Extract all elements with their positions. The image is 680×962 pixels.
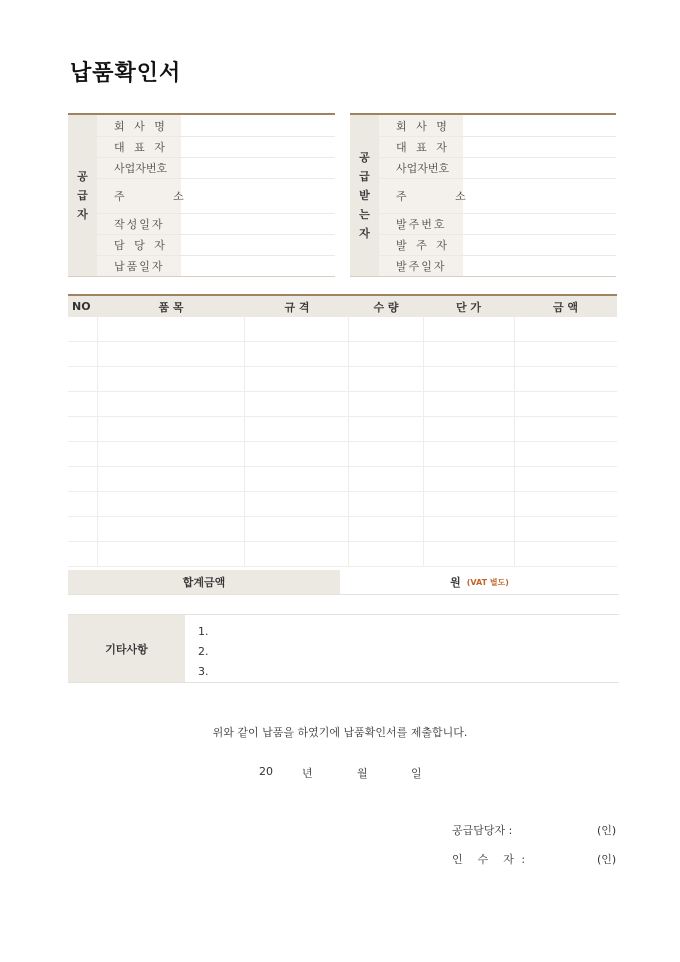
supplier-manager-signature-label: 공급담당자 :	[452, 824, 513, 837]
receiver-row-company: 회 사 명	[379, 115, 616, 137]
table-cell[interactable]	[515, 417, 617, 441]
total-unit: 원	[450, 576, 461, 589]
table-cell[interactable]	[349, 367, 423, 391]
table-row	[68, 467, 617, 492]
table-cell[interactable]	[98, 317, 246, 341]
table-cell[interactable]	[245, 417, 349, 441]
vat-note: (VAT 별도)	[466, 577, 509, 587]
table-cell[interactable]	[98, 517, 246, 541]
date-month: 월	[357, 767, 368, 780]
table-row	[68, 442, 617, 467]
receiver-address-field[interactable]	[463, 178, 616, 213]
table-cell[interactable]	[68, 317, 98, 341]
receiver-orderer-field[interactable]	[463, 234, 616, 255]
table-row	[68, 342, 617, 367]
table-row	[68, 367, 617, 392]
table-cell[interactable]	[68, 367, 98, 391]
table-cell[interactable]	[349, 467, 423, 491]
total-value-cell[interactable]	[340, 570, 619, 594]
supplier-written-date-field[interactable]	[181, 213, 335, 234]
table-cell[interactable]	[349, 542, 423, 566]
table-cell[interactable]	[424, 542, 515, 566]
table-cell[interactable]	[245, 367, 349, 391]
table-cell[interactable]	[98, 442, 246, 466]
table-cell[interactable]	[515, 442, 617, 466]
supplier-manager-field[interactable]	[181, 234, 335, 255]
header-unit-price: 단 가	[455, 300, 482, 314]
table-row	[68, 392, 617, 417]
supplier-row-delivery-date: 납품일자	[97, 255, 335, 276]
items-table	[68, 294, 617, 567]
table-cell[interactable]	[245, 467, 349, 491]
table-cell[interactable]	[515, 367, 617, 391]
supplier-row-written-date: 작성일자	[97, 213, 335, 235]
receiver-company-field[interactable]	[463, 115, 616, 136]
receiver-bizno-field[interactable]	[463, 157, 616, 178]
table-cell[interactable]	[424, 442, 515, 466]
receiver-ceo-field[interactable]	[463, 136, 616, 157]
remarks-item: 1.	[198, 625, 209, 638]
total-label: 합계금액	[68, 570, 340, 594]
table-cell[interactable]	[98, 342, 246, 366]
table-cell[interactable]	[68, 392, 98, 416]
date-day: 일	[411, 767, 422, 780]
table-cell[interactable]	[245, 442, 349, 466]
table-cell[interactable]	[98, 467, 246, 491]
table-row	[68, 542, 617, 567]
table-cell[interactable]	[515, 317, 617, 341]
table-cell[interactable]	[515, 467, 617, 491]
table-cell[interactable]	[424, 342, 515, 366]
receiver-row-orderer: 발 주 자	[379, 234, 616, 256]
header-no: NO	[72, 300, 91, 313]
document-title: 납품확인서	[70, 61, 182, 86]
table-row	[68, 317, 617, 342]
table-cell[interactable]	[515, 392, 617, 416]
table-cell[interactable]	[245, 392, 349, 416]
table-cell[interactable]	[349, 392, 423, 416]
receiver-row-order-no: 발주번호	[379, 213, 616, 235]
table-cell[interactable]	[424, 367, 515, 391]
table-cell[interactable]	[424, 492, 515, 516]
receiver-order-date-field[interactable]	[463, 255, 616, 276]
table-cell[interactable]	[98, 392, 246, 416]
table-cell[interactable]	[68, 467, 98, 491]
table-cell[interactable]	[349, 492, 423, 516]
table-cell[interactable]	[98, 542, 246, 566]
table-cell[interactable]	[68, 492, 98, 516]
table-cell[interactable]	[424, 317, 515, 341]
table-cell[interactable]	[68, 342, 98, 366]
receiver-order-no-field[interactable]	[463, 213, 616, 234]
table-cell[interactable]	[349, 317, 423, 341]
items-table-header	[68, 294, 617, 317]
table-cell[interactable]	[68, 542, 98, 566]
table-cell[interactable]	[349, 517, 423, 541]
table-cell[interactable]	[515, 517, 617, 541]
table-row	[68, 517, 617, 542]
table-row	[68, 492, 617, 517]
receiver-seal-mark[interactable]: (인)	[597, 853, 617, 866]
table-cell[interactable]	[245, 517, 349, 541]
date-year: 년	[302, 767, 313, 780]
table-cell[interactable]	[349, 417, 423, 441]
receiver-row-ceo: 대 표 자	[379, 136, 616, 158]
table-cell[interactable]	[424, 517, 515, 541]
supplier-address-field[interactable]	[181, 178, 335, 213]
remarks-list[interactable]	[185, 615, 209, 682]
supplier-ceo-field[interactable]	[181, 136, 335, 157]
total-row	[68, 570, 619, 595]
table-cell[interactable]	[245, 492, 349, 516]
remarks-label: 기타사항	[68, 615, 185, 682]
table-cell[interactable]	[68, 417, 98, 441]
table-cell[interactable]	[98, 417, 246, 441]
supplier-side-label: 공 급 자	[68, 115, 97, 276]
supplier-info-box	[68, 113, 335, 277]
remarks-section	[68, 614, 619, 683]
table-row	[68, 417, 617, 442]
table-cell[interactable]	[68, 442, 98, 466]
table-cell[interactable]	[515, 492, 617, 516]
receiver-row-bizno: 사업자번호	[379, 157, 616, 179]
items-table-body	[68, 317, 617, 567]
remarks-item: 2.	[198, 645, 209, 658]
table-cell[interactable]	[245, 542, 349, 566]
table-cell[interactable]	[68, 517, 98, 541]
supplier-row-bizno: 사업자번호	[97, 157, 335, 179]
table-cell[interactable]	[98, 367, 246, 391]
header-amount: 금 액	[552, 300, 579, 314]
supplier-company-field[interactable]	[181, 115, 335, 136]
table-cell[interactable]	[424, 392, 515, 416]
submission-statement: 위와 같이 납품을 하였기에 납품확인서를 제출합니다.	[212, 726, 468, 739]
remarks-item: 3.	[198, 665, 209, 678]
table-cell[interactable]	[98, 492, 246, 516]
receiver-row-address: 주 소	[379, 178, 616, 214]
supplier-delivery-date-field[interactable]	[181, 255, 335, 276]
header-spec: 규 격	[284, 300, 310, 314]
supplier-row-manager: 담 당 자	[97, 234, 335, 256]
receiver-row-order-date: 발주일자	[379, 255, 616, 276]
table-cell[interactable]	[349, 442, 423, 466]
supplier-row-address: 주 소	[97, 178, 335, 214]
receiver-signature-label: 인 수 자 :	[452, 853, 526, 866]
supplier-row-ceo: 대 표 자	[97, 136, 335, 158]
table-cell[interactable]	[245, 342, 349, 366]
supplier-bizno-field[interactable]	[181, 157, 335, 178]
supplier-seal-mark[interactable]: (인)	[597, 824, 617, 837]
table-cell[interactable]	[349, 342, 423, 366]
supplier-row-company: 회 사 명	[97, 115, 335, 137]
table-cell[interactable]	[424, 417, 515, 441]
receiver-side-label: 공 급 받 는 자	[350, 115, 379, 276]
table-cell[interactable]	[515, 542, 617, 566]
table-cell[interactable]	[424, 467, 515, 491]
header-item: 품 목	[158, 300, 184, 314]
date-year-prefix: 20	[259, 765, 273, 778]
table-cell[interactable]	[515, 342, 617, 366]
header-qty: 수 량	[373, 300, 399, 314]
table-cell[interactable]	[245, 317, 349, 341]
receiver-info-box	[350, 113, 616, 277]
